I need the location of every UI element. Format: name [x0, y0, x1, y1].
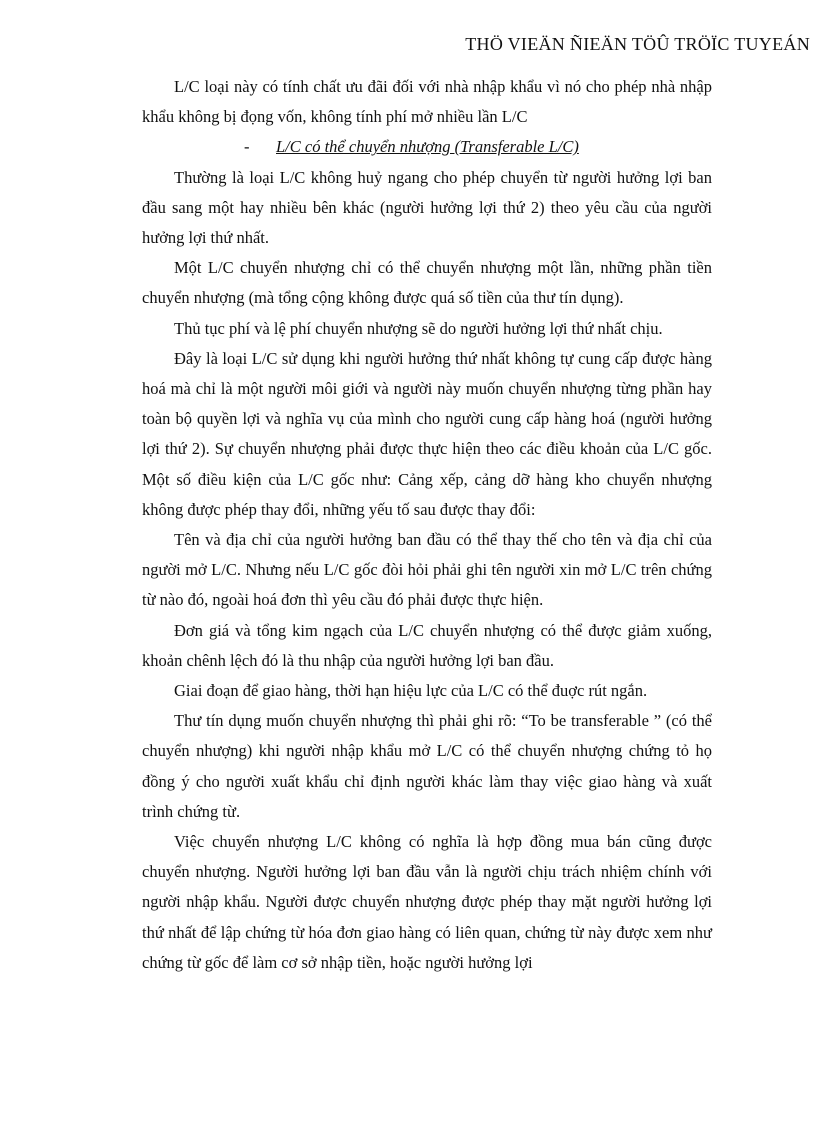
paragraph: Thư tín dụng muốn chuyển nhượng thì phải ghi rõ: “To be transferable ” (có thể chuyển nhượng) khi người nhập khẩu mở L/C có thể chuyển nhượng chứng tỏ họ đồng ý cho người xuất khẩu chỉ định người khác làm thay việc giao hàng và xuất trình chứng từ. [142, 711, 712, 821]
paragraph: Giai đoạn để giao hàng, thời hạn hiệu lực của L/C có thể đuợc rút ngắn. [174, 681, 648, 701]
subheading-bullet: - [244, 137, 250, 157]
paragraph: Đây là loại L/C sử dụng khi người hưởng thứ nhất không tự cung cấp được hàng hoá mà chỉ là một người môi giới và người này muốn chuyển nhượng từng phần hay toàn bộ quyền lợi và nghĩa vụ của mình cho người cung cấp hàng hoá (người hưởng lợi thứ 2). Sự chuyển nhượng phải được thực hiện theo các điều khoản của L/C gốc. Một số điều kiện của L/C gốc như: Cảng xếp, cảng dỡ hàng kho chuyển nhượng không được phép thay đổi, những yếu tố sau được thay đổi: [142, 348, 712, 519]
paragraph: Thường là loại L/C không huỷ ngang cho phép chuyển từ người hưởng lợi ban đầu sang một hay nhiều bên khác (người hưởng lợi thứ 2) theo yêu cầu của người hưởng lợi thứ nhất. [142, 167, 712, 248]
subheading-text: L/C có thể chuyển nhượng (Transferable L/C) [276, 137, 579, 157]
paragraph: Một L/C chuyển nhượng chỉ có thể chuyển nhượng một lần, những phần tiền chuyển nhượng (mà tổng cộng không được quá số tiền của thư tín dụng). [142, 258, 712, 308]
section-subheading [142, 132, 712, 162]
paragraph: Việc chuyển nhượng L/C không có nghĩa là hợp đồng mua bán cũng được chuyển nhượng. Người hưởng lợi ban đầu vẫn là người chịu trách nhiệm chính với người nhập khẩu. Người được chuyển nhượng được phép thay mặt người hưởng lợi thứ nhất để lập chứng từ hóa đơn giao hàng có liên quan, chứng từ này được xem như chứng từ gốc để làm cơ sở nhập tiền, hoặc người hưởng lợi [142, 832, 712, 972]
paragraph: L/C loại này có tính chất ưu đãi đối với nhà nhập khẩu vì nó cho phép nhà nhập khẩu không bị đọng vốn, không tính phí mở nhiều lần L/C [142, 77, 712, 127]
running-header: THÖ VIEÄN ÑIEÄN TÖÛ TRÖÏC TUYEÁN [465, 34, 810, 54]
paragraph: Đơn giá và tổng kim ngạch của L/C chuyển nhượng có thể được giảm xuống, khoản chênh lệch đó là thu nhập của người hưởng lợi ban đầu. [142, 620, 712, 670]
body-text [142, 72, 712, 978]
paragraph: Tên và địa chỉ của người hưởng ban đầu có thể thay thế cho tên và địa chỉ của người mở L/C. Nhưng nếu L/C gốc đòi hỏi phải ghi tên người xin mở L/C trên chứng từ nào đó, ngoài hoá đơn thì yêu cầu đó phải được thực hiện. [142, 530, 712, 610]
paragraph: Thủ tục phí và lệ phí chuyển nhượng sẽ do người hưởng lợi thứ nhất chịu. [174, 318, 663, 338]
